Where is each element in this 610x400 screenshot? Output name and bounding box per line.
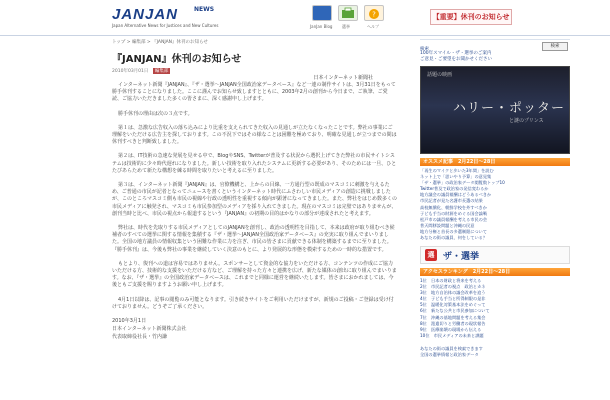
list-item[interactable]: 「ザ・選挙」の政治家データ閲覧数トップ10 [420,180,505,186]
list-item[interactable]: 地方議会の議員報酬はどうあるべきか [420,192,492,198]
list-item[interactable]: 高校無償化、朝鮮学校を外すべきか [420,204,487,210]
list-item[interactable]: 5位 温暖化対策基本法をめぐって [420,302,486,308]
banner-subtitle: と謎のプリンス [509,118,544,124]
breadcrumb[interactable]: トップ > 編集部 > 『JANJAN』休刊のお知らせ [112,40,208,45]
logo-news-mark: NEWS [194,6,215,13]
the-senkyo-banner[interactable] [420,246,570,264]
ranking-header: アクセスランキング 2月22日～28日 [420,268,570,276]
article-paragraph: もとより、復刊への道は容易ではありません。スポンサーとして資金的な協力をいただける方、コンテンツの作成にご協力いただける方、技術的な支援をいただける方など、ご理解を持った方々と連携を広げ、新たな媒体の創出に取り組んでまいります。なお、『ザ・選挙』の全国政治家データベースは、これまでと同様に運営を継続いたします。皆さまにおかれましては、今後ともご支援を賜りますようお願い申し上げます。 [112,260,397,289]
senkyo-label[interactable]: 選挙 [342,24,350,29]
sidebar-quick-links [420,50,570,62]
signoff-company: 日本インターネット新聞株式会社 [112,326,187,333]
list-item[interactable]: 松戸市の議員報酬を考える市民の会 [420,216,488,222]
janjan-blog-label[interactable]: JanJan Blog [310,24,333,29]
list-item[interactable]: 7位 沖縄の基地問題を考える集会 [420,314,486,320]
list-item[interactable]: ネット上で「思いやり予算」の意見集 [420,174,492,180]
osusume-list [420,168,570,241]
sidebar-bottom-links [420,346,570,358]
list-item[interactable]: 4位 子ども手当と所得制限の是非 [420,296,486,302]
banner-caption: 話題の映画 [427,72,453,78]
sidebar-search-button[interactable]: 検索 [542,42,568,51]
list-item[interactable]: 「再生のマイクと歩いた3年間」を読む [420,168,494,173]
article-byline: 日本インターネット新聞社 [313,75,373,81]
janjan-blog-icon[interactable] [312,5,332,21]
list-item[interactable]: あなたの街の議員、何をしている？ [420,235,488,241]
article-paragraph: 勝手休刊の理由は次の３点です。 [118,110,193,117]
sidebar [420,36,570,400]
list-item[interactable]: 3位 地方自治体の議会改革を追う [420,290,486,296]
article-paragraph: 第１は、急激な広告収入の落ち込みにより比重を支えられてきた収入の見通しが立たなくなったことです。弊社の事業にご理解をいただける広告主を探しております。この不況下ではその様なことは困難を極めており、明確な見通しが立つまでの間は休刊すべきと判断致しました。 [112,124,397,146]
signoff-ceo: 代表取締役社長・竹内謙 [112,334,168,341]
quick-link[interactable]: ご意見・ご要望をお聞かせください [420,57,492,62]
article-paragraph: 弊社は、時代を先取りする市民メディアとしてのJANJANを創刊し、政治の透明性を目指して、本来は政府が取り組むべき候補者のすべての選挙に関する情報を集積する『ザ・選挙～JANJAN全国政治家データベース』の充実に取り組んでまいりました。全国の地方議員の情報収集という困難な作業に力を注ぎ、市民の皆さまに貢献できる体制を構築するまでに至りました。『勝手休刊』は、今後も弊社の事業を継続していく決意のもとに、より発展的な形態を模索するための一時的な措置です。 [112,225,395,253]
list-item[interactable]: 8位 派遣切りと労働者の現状報告 [420,320,486,326]
help-icon[interactable] [364,5,384,21]
list-item[interactable]: 市民記者が見た名護市長選の結果 [420,198,483,204]
help-label[interactable]: ヘルプ [367,24,379,29]
ranking-list [420,278,570,339]
svg-text:?: ? [372,10,376,19]
signoff-date: 2010年3月1日 [112,318,147,325]
list-item[interactable]: 普天間移設問題と沖縄の民意 [420,222,475,228]
list-item[interactable]: 地方分権と首長の多選制限について [420,228,487,234]
article-date: 2010年03月01日 [112,69,149,74]
list-item[interactable]: 子ども手当の財源をめぐる国会論戦 [420,210,488,216]
help-icon-glyph [365,7,383,21]
list-item[interactable]: 10位 市民メディアの未来と課題 [420,332,484,338]
article-title: 『JANJAN』休刊のお知らせ [112,54,242,65]
list-item[interactable]: 全国の選挙情報と政治家データ [420,352,479,358]
closure-notice-link[interactable]: 【重要】休刊のお知らせ [430,9,512,25]
list-item[interactable]: 1位 日本の財政と将来を考える [420,278,482,283]
sidebar-search-label: 検索 [420,47,429,52]
list-item[interactable]: Twitter普及で政治家の発信変わるか [420,186,489,192]
list-item[interactable]: あなたの街の議員を検索できます [420,346,483,351]
article-paragraph: インターネット新聞『JANJAN』、『ザ・選挙～JANJAN全国政治家データベース』など一連の制作サイトは、3月31日をもって勝手休刊することになりました。ここに謹んでお知らせ致しますとともに、2003年2月の創刊から今日まで、ご執筆、ご愛読、ご協力いただきました多くの皆さまに、深く感謝申し上げます。 [112,82,396,103]
list-item[interactable]: 9位 医療崩壊の現場から伝える [420,326,482,332]
article-main [112,48,405,400]
senkyo-icon[interactable] [338,5,358,21]
list-item[interactable]: 6位 新たな公共と市民参加について [420,308,490,314]
article-paragraph: 第３は、インターネット新聞『JANJAN』は、官僚機構と、上からの目線、一方通行型の既成のマスコミに刺激を与えるため、ご普通の市民が記者となってニュースを書くというインターネット時代にふさわしい市民メディアの創造に挑戦しましたが、このところマスコミ側も市民の視線や行政の透明性を重視する傾向が顕著になってきました。また、弊社をはじめ数多くの市民メディアに触発され、マスコミも市民参加型のメディアを採り入れてきました。現在のマスコミは完璧ではありませんが、創刊当時と比べ、市民の視点から報道するという『JANJAN』の初期の目的はかなりの部分が達成されたと考えます。 [112,182,398,217]
logo-tagline: Japan Alternative News for Justices and New Cultures [112,23,219,28]
senkyo-banner-text: ザ・選挙 [443,252,480,262]
quick-link[interactable]: 100年スマイル・ザ・選挙のご案内 [420,51,492,56]
senkyo-badge: 選 [425,249,437,261]
list-item[interactable]: 2位 市民記者の視点 政治とカネ [420,284,486,290]
article-body [112,82,397,343]
senkyo-icon-glyph [339,7,357,21]
article-category-tag[interactable]: 編集部 [154,69,169,74]
article-paragraph: 第２は、IT技術の急速な発展を見せる中で、BlogやSNS、Twitterが普及する状況から選択上げてきた弊社の市民サイトシステムは技術的に少々時代遅れになりました。新しい技術を取り入れたシステムに更新する必要があり、そのためには一旦、ひとたびあらためて新たな構想を練る時間を取りたいと考えるに至りました。 [112,153,397,174]
article-paragraph: 4月1日以降は、記事の閲覧のみ可能となります。引き続きサイトをご利用いただけますが、新規のご投稿・ご登録は受け付けておりません。どうぞご了承ください。 [112,296,394,310]
movie-banner-ad[interactable] [420,66,570,154]
banner-title: ハリー・ポッター [453,101,566,116]
site-header [0,0,610,36]
site-logo[interactable]: JANJAN [112,6,179,23]
osusume-header: オススメ記事 2月22日～28日 [420,158,570,166]
